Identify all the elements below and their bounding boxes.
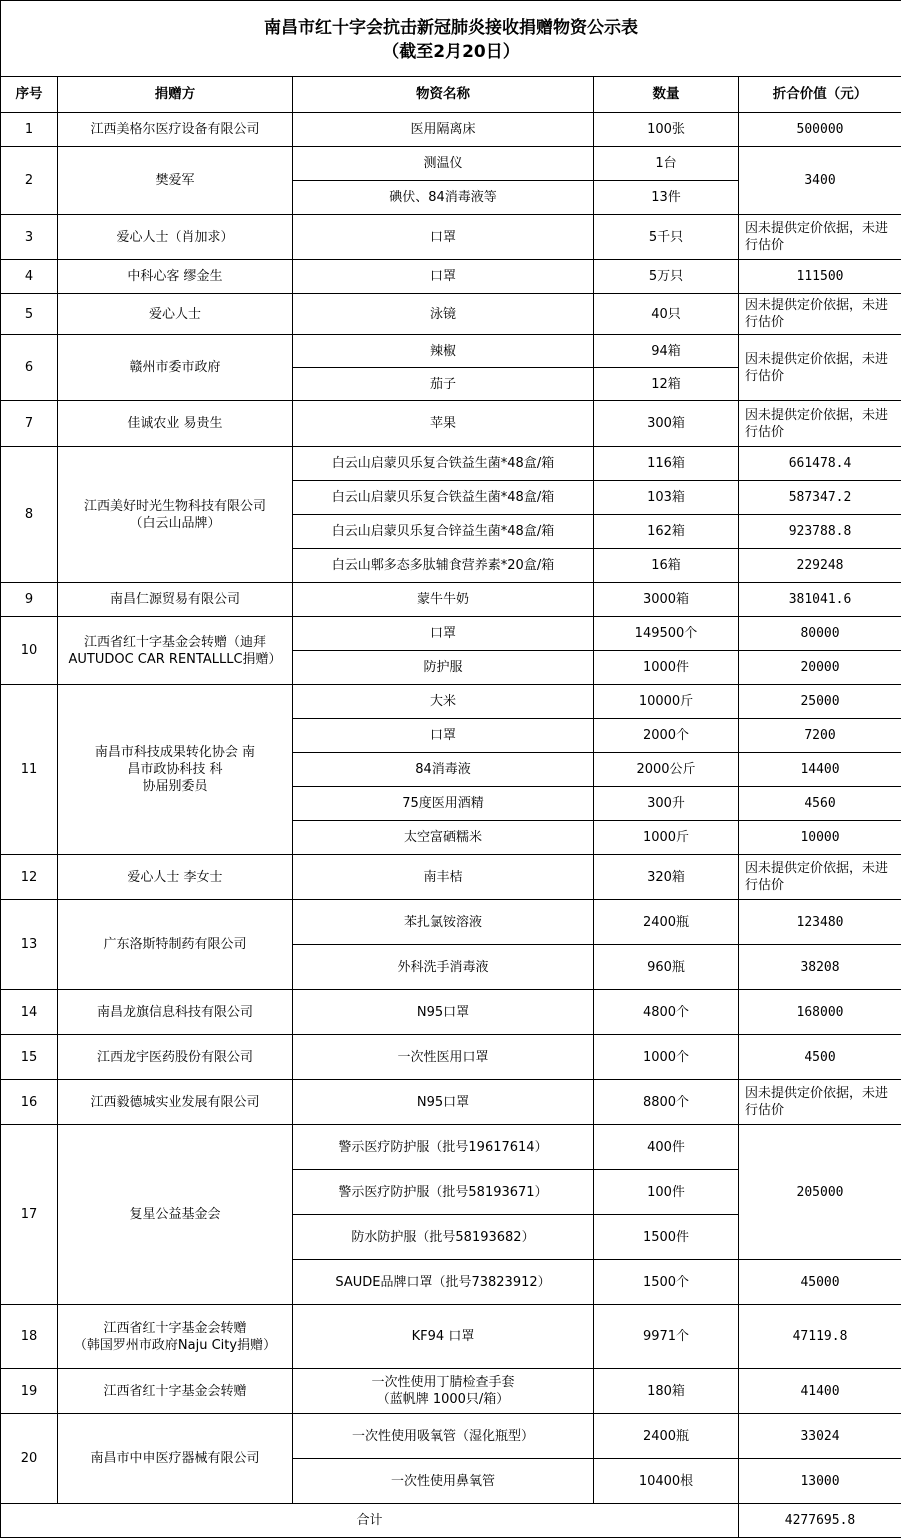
- item-name: 防水防护服（批号58193682）: [293, 1215, 594, 1260]
- item-name: 白云山启蒙贝乐复合锌益生菌*48盒/箱: [293, 515, 594, 549]
- table-row: [1, 990, 901, 1035]
- donor-line: AUTUDOC CAR RENTALLLC捐赠）: [64, 651, 286, 668]
- table-row: [1, 900, 901, 945]
- row-seq: 17: [1, 1125, 58, 1305]
- header-value: 折合价值（元）: [739, 77, 901, 113]
- donor-line: 昌市政协科技 科: [64, 761, 286, 778]
- item-value: 38208: [739, 945, 901, 990]
- item-value: 4560: [739, 787, 901, 821]
- item-name: 蒙牛牛奶: [293, 583, 594, 617]
- table-row: [1, 260, 901, 294]
- table-row: [1, 855, 901, 900]
- header-row: [1, 77, 901, 113]
- item-value: 587347.2: [739, 481, 901, 515]
- row-seq: 6: [1, 335, 58, 401]
- item-qty: 103箱: [594, 481, 739, 515]
- item-name: 苯扎氯铵溶液: [293, 900, 594, 945]
- item-value: 205000: [739, 1125, 901, 1260]
- item-name: SAUDE品牌口罩（批号73823912）: [293, 1260, 594, 1305]
- row-seq: 13: [1, 900, 58, 990]
- item-value: 14400: [739, 753, 901, 787]
- item-name: 一次性使用鼻氧管: [293, 1459, 594, 1504]
- item-value: 7200: [739, 719, 901, 753]
- row-donor: [58, 1305, 293, 1369]
- row-donor: 佳诚农业 易贵生: [58, 401, 293, 447]
- item-qty: 8800个: [594, 1080, 739, 1125]
- item-qty: 162箱: [594, 515, 739, 549]
- item-name: 警示医疗防护服（批号58193671）: [293, 1170, 594, 1215]
- donor-line: 南昌市科技成果转化协会 南: [64, 744, 286, 761]
- item-name: 外科洗手消毒液: [293, 945, 594, 990]
- donor-line: （白云山品牌）: [64, 515, 286, 532]
- item-qty: 4800个: [594, 990, 739, 1035]
- item-qty: 1000件: [594, 651, 739, 685]
- item-name: 84消毒液: [293, 753, 594, 787]
- item-value: 229248: [739, 549, 901, 583]
- item-qty: 400件: [594, 1125, 739, 1170]
- row-seq: 11: [1, 685, 58, 855]
- row-seq: 2: [1, 147, 58, 215]
- item-name: [293, 1369, 594, 1414]
- item-name: 测温仪: [293, 147, 594, 181]
- row-donor: [58, 685, 293, 855]
- item-qty: 94箱: [594, 335, 739, 368]
- row-donor: 广东洛斯特制药有限公司: [58, 900, 293, 990]
- row-donor: 南昌市中申医疗器械有限公司: [58, 1414, 293, 1504]
- item-qty: 2400瓶: [594, 1414, 739, 1459]
- row-donor: 南昌仁源贸易有限公司: [58, 583, 293, 617]
- table-row: [1, 335, 901, 368]
- row-donor: 爱心人士: [58, 294, 293, 335]
- item-qty: 2000个: [594, 719, 739, 753]
- row-donor: 爱心人士 李女士: [58, 855, 293, 900]
- item-name: 泳镜: [293, 294, 594, 335]
- item-name: 大米: [293, 685, 594, 719]
- item-name-line: 一次性使用丁腈检查手套: [297, 1374, 589, 1391]
- table-row: [1, 113, 901, 147]
- item-qty: 10400根: [594, 1459, 739, 1504]
- item-name: 医用隔离床: [293, 113, 594, 147]
- item-qty: 2400瓶: [594, 900, 739, 945]
- row-donor: 南昌龙旗信息科技有限公司: [58, 990, 293, 1035]
- row-seq: 16: [1, 1080, 58, 1125]
- table-title: [1, 1, 901, 77]
- item-qty: 116箱: [594, 447, 739, 481]
- row-seq: 20: [1, 1414, 58, 1504]
- item-qty: 100张: [594, 113, 739, 147]
- item-value: 381041.6: [739, 583, 901, 617]
- no-estimate-note: 因未提供定价依据，未进行估价: [739, 335, 901, 401]
- item-name: KF94 口罩: [293, 1305, 594, 1369]
- table-row: [1, 1125, 901, 1170]
- total-value: 4277695.8: [739, 1504, 901, 1538]
- header-donor: 捐赠方: [58, 77, 293, 113]
- row-seq: 8: [1, 447, 58, 583]
- item-qty: 320箱: [594, 855, 739, 900]
- row-donor: 江西省红十字基金会转赠: [58, 1369, 293, 1414]
- header-qty: 数量: [594, 77, 739, 113]
- item-name: 口罩: [293, 719, 594, 753]
- item-qty: 10000斤: [594, 685, 739, 719]
- row-seq: 4: [1, 260, 58, 294]
- table-row: [1, 1369, 901, 1414]
- item-name: 碘伏、84消毒液等: [293, 181, 594, 215]
- no-estimate-note: 因未提供定价依据，未进行估价: [739, 215, 901, 260]
- donor-line: 协届别委员: [64, 778, 286, 795]
- item-name: 南丰桔: [293, 855, 594, 900]
- item-value: 500000: [739, 113, 901, 147]
- item-name: 口罩: [293, 617, 594, 651]
- row-donor: 江西龙宇医药股份有限公司: [58, 1035, 293, 1080]
- item-qty: 149500个: [594, 617, 739, 651]
- item-value: 25000: [739, 685, 901, 719]
- item-value: 80000: [739, 617, 901, 651]
- table-row: [1, 617, 901, 651]
- item-value: 33024: [739, 1414, 901, 1459]
- no-estimate-note: 因未提供定价依据，未进行估价: [739, 855, 901, 900]
- donor-line: 江西省红十字基金会转赠: [64, 1320, 286, 1337]
- no-estimate-note: 因未提供定价依据，未进行估价: [739, 294, 901, 335]
- item-name-line: （蓝帆牌 1000只/箱）: [297, 1391, 589, 1408]
- item-qty: 300箱: [594, 401, 739, 447]
- title-line-1: 南昌市红十字会抗击新冠肺炎接收捐赠物资公示表: [5, 16, 897, 40]
- item-qty: 1500个: [594, 1260, 739, 1305]
- row-seq: 1: [1, 113, 58, 147]
- item-name: 茄子: [293, 368, 594, 401]
- item-value: 47119.8: [739, 1305, 901, 1369]
- donor-line: （韩国罗州市政府Naju City捐赠）: [64, 1337, 286, 1354]
- item-name: 一次性医用口罩: [293, 1035, 594, 1080]
- item-name: 苹果: [293, 401, 594, 447]
- item-qty: 9971个: [594, 1305, 739, 1369]
- total-label: 合计: [1, 1504, 739, 1538]
- item-name: N95口罩: [293, 1080, 594, 1125]
- row-seq: 7: [1, 401, 58, 447]
- table-row: [1, 1080, 901, 1125]
- item-qty: 13件: [594, 181, 739, 215]
- item-name: 75度医用酒精: [293, 787, 594, 821]
- item-value: 41400: [739, 1369, 901, 1414]
- item-name: 口罩: [293, 215, 594, 260]
- item-qty: 1台: [594, 147, 739, 181]
- item-value: 13000: [739, 1459, 901, 1504]
- row-donor: 江西美格尔医疗设备有限公司: [58, 113, 293, 147]
- donor-line: 江西美好时光生物科技有限公司: [64, 498, 286, 515]
- item-qty: 40只: [594, 294, 739, 335]
- title-line-2: （截至2月20日）: [5, 40, 897, 64]
- table-row: [1, 147, 901, 181]
- row-seq: 14: [1, 990, 58, 1035]
- row-seq: 5: [1, 294, 58, 335]
- row-seq: 19: [1, 1369, 58, 1414]
- no-estimate-note: 因未提供定价依据，未进行估价: [739, 1080, 901, 1125]
- item-qty: 100件: [594, 1170, 739, 1215]
- item-qty: 1500件: [594, 1215, 739, 1260]
- row-donor: [58, 617, 293, 685]
- no-estimate-note: 因未提供定价依据，未进行估价: [739, 401, 901, 447]
- donor-line: 江西省红十字基金会转赠（迪拜: [64, 634, 286, 651]
- item-value: 45000: [739, 1260, 901, 1305]
- item-name: 太空富硒糯米: [293, 821, 594, 855]
- item-name: N95口罩: [293, 990, 594, 1035]
- table-row: [1, 401, 901, 447]
- item-value: 4500: [739, 1035, 901, 1080]
- row-seq: 3: [1, 215, 58, 260]
- item-value: 661478.4: [739, 447, 901, 481]
- header-item: 物资名称: [293, 77, 594, 113]
- item-name: 辣椒: [293, 335, 594, 368]
- item-value: 923788.8: [739, 515, 901, 549]
- item-value: 10000: [739, 821, 901, 855]
- item-value: 168000: [739, 990, 901, 1035]
- item-value: 20000: [739, 651, 901, 685]
- item-name: 白云山启蒙贝乐复合铁益生菌*48盒/箱: [293, 447, 594, 481]
- row-seq: 12: [1, 855, 58, 900]
- item-name: 口罩: [293, 260, 594, 294]
- row-donor: 中科心客 缪金生: [58, 260, 293, 294]
- item-name: 防护服: [293, 651, 594, 685]
- header-seq: 序号: [1, 77, 58, 113]
- row-seq: 15: [1, 1035, 58, 1080]
- row-seq: 18: [1, 1305, 58, 1369]
- item-qty: 3000箱: [594, 583, 739, 617]
- row-seq: 9: [1, 583, 58, 617]
- table-row: [1, 215, 901, 260]
- item-qty: 300升: [594, 787, 739, 821]
- row-donor: 樊爱军: [58, 147, 293, 215]
- item-qty: 5万只: [594, 260, 739, 294]
- table-row: [1, 685, 901, 719]
- table-row: [1, 447, 901, 481]
- table-row: [1, 294, 901, 335]
- total-row: [1, 1504, 901, 1538]
- item-name: 白云山郫多态多肽辅食营养素*20盒/箱: [293, 549, 594, 583]
- item-value: 123480: [739, 900, 901, 945]
- row-donor: 复星公益基金会: [58, 1125, 293, 1305]
- item-qty: 5千只: [594, 215, 739, 260]
- item-qty: 2000公斤: [594, 753, 739, 787]
- item-name: 白云山启蒙贝乐复合铁益生菌*48盒/箱: [293, 481, 594, 515]
- table-row: [1, 1035, 901, 1080]
- item-name: 警示医疗防护服（批号19617614）: [293, 1125, 594, 1170]
- row-donor: 爱心人士（肖加求）: [58, 215, 293, 260]
- item-qty: 960瓶: [594, 945, 739, 990]
- item-qty: 16箱: [594, 549, 739, 583]
- table-row: [1, 1414, 901, 1459]
- item-qty: 1000个: [594, 1035, 739, 1080]
- table-row: [1, 583, 901, 617]
- row-donor: 赣州市委市政府: [58, 335, 293, 401]
- item-value: 111500: [739, 260, 901, 294]
- row-seq: 10: [1, 617, 58, 685]
- item-qty: 1000斤: [594, 821, 739, 855]
- item-qty: 180箱: [594, 1369, 739, 1414]
- table-row: [1, 1305, 901, 1369]
- row-donor: 江西毅德城实业发展有限公司: [58, 1080, 293, 1125]
- item-name: 一次性使用吸氧管（湿化瓶型）: [293, 1414, 594, 1459]
- row-donor: [58, 447, 293, 583]
- item-value: 3400: [739, 147, 901, 215]
- item-qty: 12箱: [594, 368, 739, 401]
